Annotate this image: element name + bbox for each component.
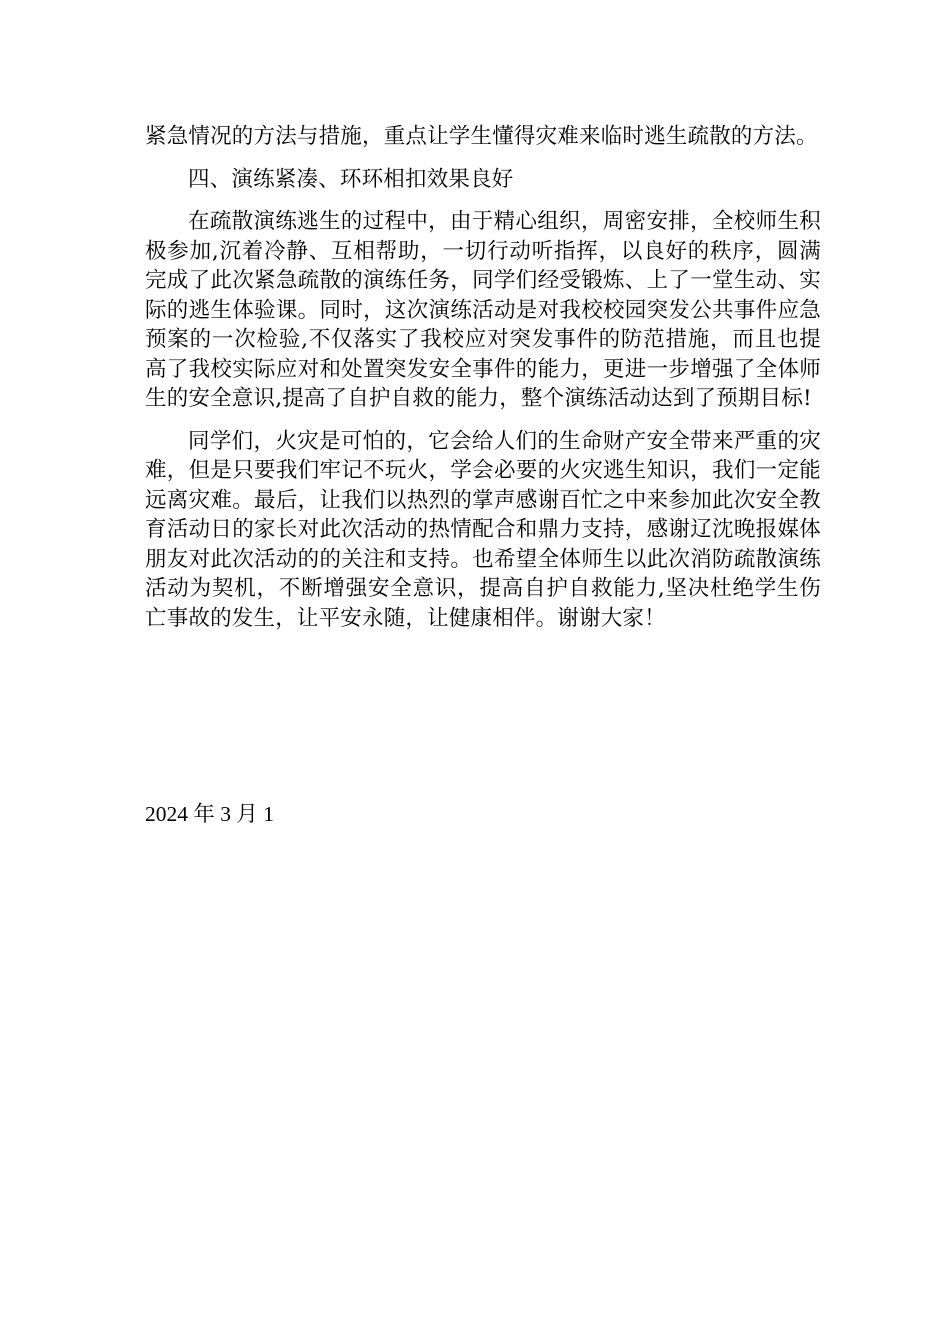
paragraph-drill-summary: 在疏散演练逃生的过程中，由于精心组织，周密安排，全校师生积极参加,沉着冷静、互相帮助，一切行动听指挥，以良好的秩序，圆满完成了此次紧急疏散的演练任务，同学们经受锻炼、上了一堂生动、实际的逃生体验课。同时，这次演练活动是对我校校园突发公共事件应急预案的一次检验,不仅落实了我校应对突发事件的防范措施，而且也提高了我校实际应对和处置突发安全事件的能力，更进一步增强了全体师生的安全意识,提高了自护自救的能力，整个演练活动达到了预期目标! — [145, 209, 821, 411]
document-body — [145, 122, 821, 646]
paragraph-method-continuation: 紧急情况的方法与措施，重点让学生懂得灾难来临时逃生疏散的方法。 — [145, 124, 818, 149]
document-date: 2024 年 3 月 1 — [145, 802, 275, 826]
paragraph-closing-remarks: 同学们，火灾是可怕的，它会给人们的生命财产安全带来严重的灾难，但是只要我们牢记不玩火，学会必要的火灾逃生知识，我们一定能远离灾难。最后，让我们以热烈的掌声感谢百忙之中来参加此次安全教育活动日的家长对此次活动的热情配合和鼎力支持，感谢辽沈晚报媒体朋友对此次活动的的关注和支持。也希望全体师生以此次消防疏散演练活动为契机，不断增强安全意识，提高自护自救能力,坚决杜绝学生伤亡事故的发生，让平安永随，让健康相伴。谢谢大家！ — [145, 428, 821, 631]
section-heading-drill: 四、演练紧凑、环环相扣效果良好 — [188, 166, 514, 192]
